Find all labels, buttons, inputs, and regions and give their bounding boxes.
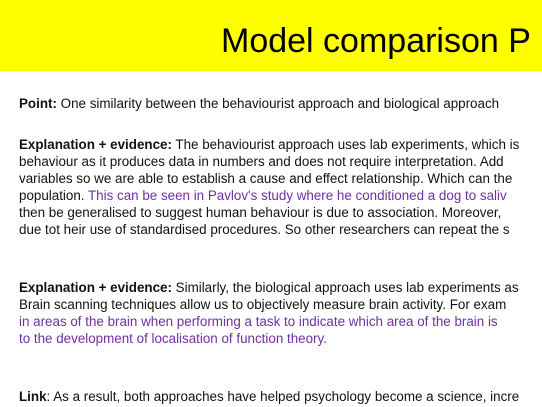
point-text: One similarity between the behaviourist approach and biological approach — [56, 96, 500, 111]
title-banner — [0, 0, 542, 71]
explanation-paragraph-1 — [19, 136, 542, 238]
link-label: Link — [19, 389, 47, 404]
explanation2-line-1-text: Similarly, the biological approach uses lab experiments as — [171, 280, 519, 295]
pavlov-evidence-text: This can be seen in Pavlov's study where he conditioned a dog to saliv — [88, 188, 507, 203]
explanation1-line-5: then be generalised to suggest human behaviour is due to association. Moreover, — [19, 205, 502, 220]
paragraph-spacer — [19, 238, 542, 279]
explanation-paragraph-2 — [19, 279, 542, 347]
explanation2-evidence-line-2: to the development of localisation of function theory. — [19, 331, 327, 346]
link-paragraph — [19, 388, 542, 405]
page-title: Model comparison P — [221, 22, 531, 60]
explanation1-line-2: behaviour as it produces data in numbers and does not require interpretation. Add — [19, 154, 504, 169]
explanation1-line-1-text: The behaviourist approach uses lab experiments, which is — [171, 137, 520, 152]
explanation1-line-4-text: population. — [19, 188, 88, 203]
explanation1-label: Explanation + evidence: — [19, 137, 172, 152]
explanation1-line-6: due tot heir use of standardised procedures. So other researchers can repeat the s — [19, 222, 510, 237]
point-paragraph — [19, 95, 542, 112]
explanation2-line-2: Brain scanning techniques allow us to objectively measure brain activity. For exam — [19, 297, 507, 312]
explanation1-line-3: variables so we are able to establish a cause and effect relationship. Which can the — [19, 171, 513, 186]
explanation1-line-4 — [19, 187, 542, 204]
paragraph-spacer — [19, 112, 542, 136]
explanation2-evidence-line-1: in areas of the brain when performing a task to indicate which area of the brain is — [19, 314, 498, 329]
point-label: Point: — [19, 96, 57, 111]
explanation2-line-1 — [19, 279, 542, 296]
link-text: : As a result, both approaches have helped psychology become a science, incre — [46, 389, 520, 404]
explanation2-label: Explanation + evidence: — [19, 280, 172, 295]
document-body — [19, 95, 542, 405]
paragraph-spacer — [19, 347, 542, 388]
explanation1-line-1 — [19, 136, 542, 153]
